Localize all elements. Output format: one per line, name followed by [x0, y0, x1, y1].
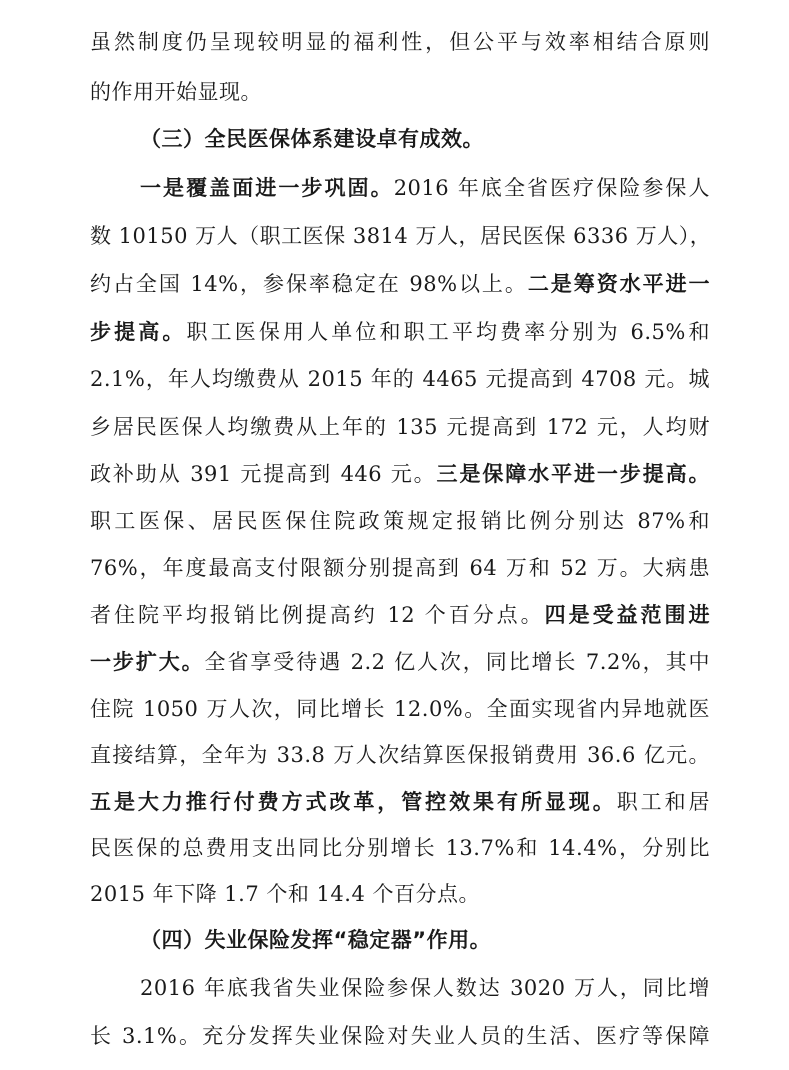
text-line	[140, 166, 710, 210]
text: 76%，年度最高支付限额分别提高到 64 万和 52 万。大病患	[90, 556, 710, 580]
text-line	[90, 499, 710, 543]
text: 2016 年底全省医疗保险参保人	[393, 176, 710, 200]
text-line	[90, 405, 710, 449]
text-line	[90, 546, 710, 590]
text: 长 3.1%。充分发挥失业保险对失业人员的生活、医疗等保障	[90, 1024, 710, 1048]
text-line	[90, 310, 710, 354]
text-line	[90, 20, 710, 64]
text: 约占全国 14%，参保率稳定在 98%以上。	[90, 272, 528, 296]
text: 民医保的总费用支出同比分别增长 13.7%和 14.4%，分别比	[90, 836, 710, 860]
text-line	[90, 872, 710, 916]
bold-lead: 一是覆盖面进一步巩固。	[140, 176, 394, 200]
text: 虽然制度仍呈现较明显的福利性，但公平与效率相结合原则	[90, 30, 710, 54]
text-line	[140, 966, 710, 1010]
text-line	[90, 70, 710, 114]
text: 职工和居	[616, 790, 711, 814]
bold-lead: 步提高。	[90, 320, 187, 344]
text: 政补助从 391 元提高到 446 元。	[90, 462, 437, 486]
text-line	[90, 640, 710, 684]
text-line	[90, 780, 710, 824]
text: 直接结算，全年为 33.8 万人次结算医保报销费用 36.6 亿元。	[90, 743, 710, 767]
text: 乡居民医保人均缴费从上年的 135 元提高到 172 元，人均财	[90, 415, 710, 439]
text: 2016 年底我省失业保险参保人数达 3020 万人，同比增	[140, 976, 710, 1000]
text-line	[90, 357, 710, 401]
text: 的作用开始显现。	[90, 80, 262, 104]
bold-lead: 一步扩大。	[90, 650, 205, 674]
text-line	[90, 826, 710, 870]
text: 者住院平均报销比例提高约 12 个百分点。	[90, 603, 545, 627]
bold-lead: 五是大力推行付费方式改革，管控效果有所显现。	[90, 790, 617, 814]
text-line	[90, 733, 710, 777]
text: 2015 年下降 1.7 个和 14.4 个百分点。	[90, 882, 480, 906]
text: 全省享受待遇 2.2 亿人次，同比增长 7.2%，其中	[204, 650, 710, 674]
text: 职工医保用人单位和职工平均费率分别为 6.5%和	[186, 320, 710, 344]
text-line	[90, 687, 710, 731]
text-line	[90, 593, 710, 637]
bold-lead: 四是受益范围进	[544, 603, 711, 627]
text: 2.1%，年人均缴费从 2015 年的 4465 元提高到 4708 元。城	[90, 367, 710, 391]
bold-lead: 三是保障水平进一步提高。	[436, 462, 711, 486]
heading-text: （四）失业保险发挥“稳定器”作用。	[140, 928, 492, 952]
text-line	[90, 214, 710, 258]
bold-lead: 二是筹资水平进一	[527, 272, 711, 296]
text-line	[90, 452, 710, 496]
text-line	[90, 262, 710, 306]
text: 职工医保、居民医保住院政策规定报销比例分别达 87%和	[90, 509, 710, 533]
section-heading-3	[140, 117, 710, 161]
text: 数 10150 万人（职工医保 3814 万人，居民医保 6336 万人），	[90, 224, 712, 248]
section-heading-4	[140, 918, 710, 962]
text: 住院 1050 万人次，同比增长 12.0%。全面实现省内异地就医	[90, 697, 710, 721]
heading-text: （三）全民医保体系建设卓有成效。	[140, 127, 484, 151]
text-line	[90, 1014, 710, 1058]
